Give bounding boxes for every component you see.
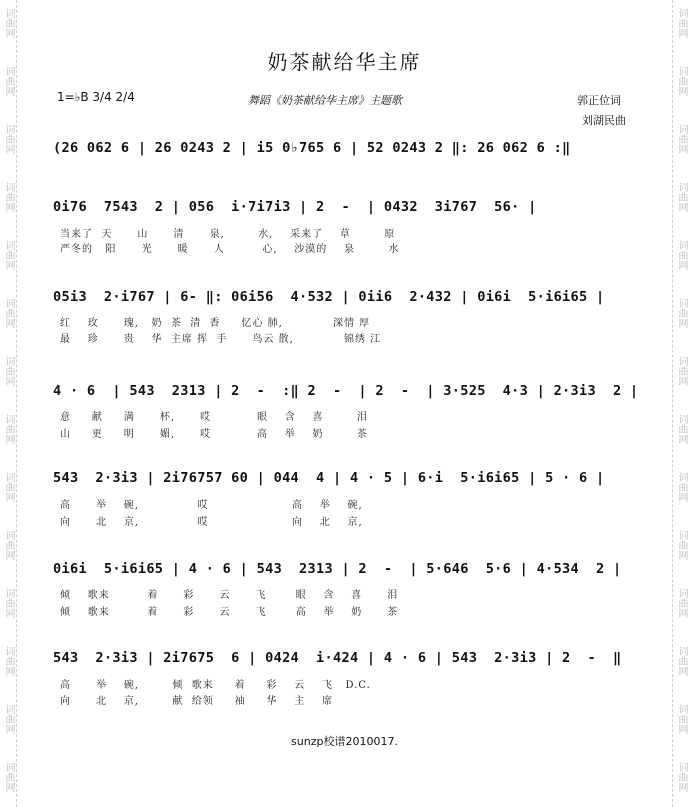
lyric-line: 向 北 京, 哎 向 北 京, <box>60 517 363 528</box>
watermark-text: 词曲网 <box>3 588 14 618</box>
watermark-text: 词曲网 <box>676 298 687 328</box>
watermark-text: 词曲网 <box>3 646 14 676</box>
watermark-left <box>0 0 17 807</box>
watermark-text: 词曲网 <box>676 8 687 38</box>
watermark-text: 词曲网 <box>3 298 14 328</box>
watermark-text: 词曲网 <box>3 66 14 96</box>
watermark-text: 词曲网 <box>3 124 14 154</box>
lyric-line: 倾 歌来 着 彩 云 飞 眼 含 喜 泪 <box>60 590 399 601</box>
score-line: 543 2·3i3 | 2i7675 6 | 0424 i·424 | 4 · 6 | 543 2·3i3 | 2 - ‖ <box>53 650 622 666</box>
watermark-text: 词曲网 <box>3 182 14 212</box>
composer: 刘湖民曲 <box>582 114 626 127</box>
lyric-line: 高 举 碗, 哎 高 举 碗, <box>60 500 363 511</box>
watermark-text: 词曲网 <box>676 414 687 444</box>
watermark-text: 词曲网 <box>676 182 687 212</box>
watermark-text: 词曲网 <box>3 8 14 38</box>
song-title: 奶茶献给华主席 <box>267 50 422 74</box>
score-line: 4 · 6 | 543 2313 | 2 - :‖ 2 - | 2 - | 3·525 4·3 | 2·3i3 2 | <box>53 383 639 399</box>
lyric-line: 意 献 满 杯, 哎 眼 含 喜 泪 <box>60 412 368 423</box>
lyric-line: 高 举 碗, 倾 歌来 着 彩 云 飞 D.C. <box>60 680 371 691</box>
watermark-text: 词曲网 <box>676 240 687 270</box>
watermark-text: 词曲网 <box>676 762 687 792</box>
watermark-text: 词曲网 <box>676 704 687 734</box>
watermark-text: 词曲网 <box>676 530 687 560</box>
watermark-right <box>672 0 689 807</box>
lyric-line: 红 玫 瑰, 奶 茶 清 香 忆心 肺, 深情 厚 <box>60 318 371 329</box>
lyric-line: 倾 歌来 着 彩 云 飞 高 举 奶 茶 <box>60 607 399 618</box>
lyricist: 郭正位词 <box>577 94 621 107</box>
lyric-line: 山 更 明 媚, 哎 高 举 奶 茶 <box>60 429 368 440</box>
lyric-line: 最 珍 贵 华 主席 挥 手 鸟云 散, 锦绣 江 <box>60 334 382 345</box>
lyric-line: 严冬的 阳 光 暖 人 心, 沙漠的 泉 水 <box>60 244 400 255</box>
watermark-text: 词曲网 <box>3 356 14 386</box>
score-line: 0i6i 5·i6i65 | 4 · 6 | 543 2313 | 2 - | 5·646 5·6 | 4·534 2 | <box>53 561 622 577</box>
watermark-text: 词曲网 <box>3 704 14 734</box>
subtitle: 舞蹈《奶茶献给华主席》主题歌 <box>248 94 402 107</box>
lyric-line: 向 北 京, 献 给领 袖 华 主 席 <box>60 696 333 707</box>
watermark-text: 词曲网 <box>3 240 14 270</box>
lyric-line: 当来了 天 山 清 泉, 水, 采来了 草 原 <box>60 229 396 240</box>
watermark-text: 词曲网 <box>3 762 14 792</box>
watermark-text: 词曲网 <box>676 646 687 676</box>
watermark-text: 词曲网 <box>3 472 14 502</box>
key-signature: 1=♭B 3/4 2/4 <box>57 90 135 104</box>
watermark-text: 词曲网 <box>676 124 687 154</box>
score-line: 543 2·3i3 | 2i76757 60 | 044 4 | 4 · 5 | 6·i 5·i6i65 | 5 · 6 | <box>53 470 605 486</box>
watermark-text: 词曲网 <box>676 472 687 502</box>
watermark-text: 词曲网 <box>676 356 687 386</box>
watermark-text: 词曲网 <box>3 414 14 444</box>
footer-credit: sunzp校谱2010017. <box>291 735 398 748</box>
watermark-text: 词曲网 <box>676 66 687 96</box>
score-line: (26 062 6 | 26 0243 2 | i5 0♭765 6 | 52 0243 2 ‖: 26 062 6 :‖ <box>53 140 571 156</box>
watermark-text: 词曲网 <box>676 588 687 618</box>
score-line: 05i3 2·i767 | 6- ‖: 06i56 4·532 | 0ii6 2·432 | 0i6i 5·i6i65 | <box>53 289 605 305</box>
watermark-text: 词曲网 <box>3 530 14 560</box>
score-line: 0i76 7543 2 | 056 i·7i7i3 | 2 - | 0432 3i767 56· | <box>53 199 537 215</box>
